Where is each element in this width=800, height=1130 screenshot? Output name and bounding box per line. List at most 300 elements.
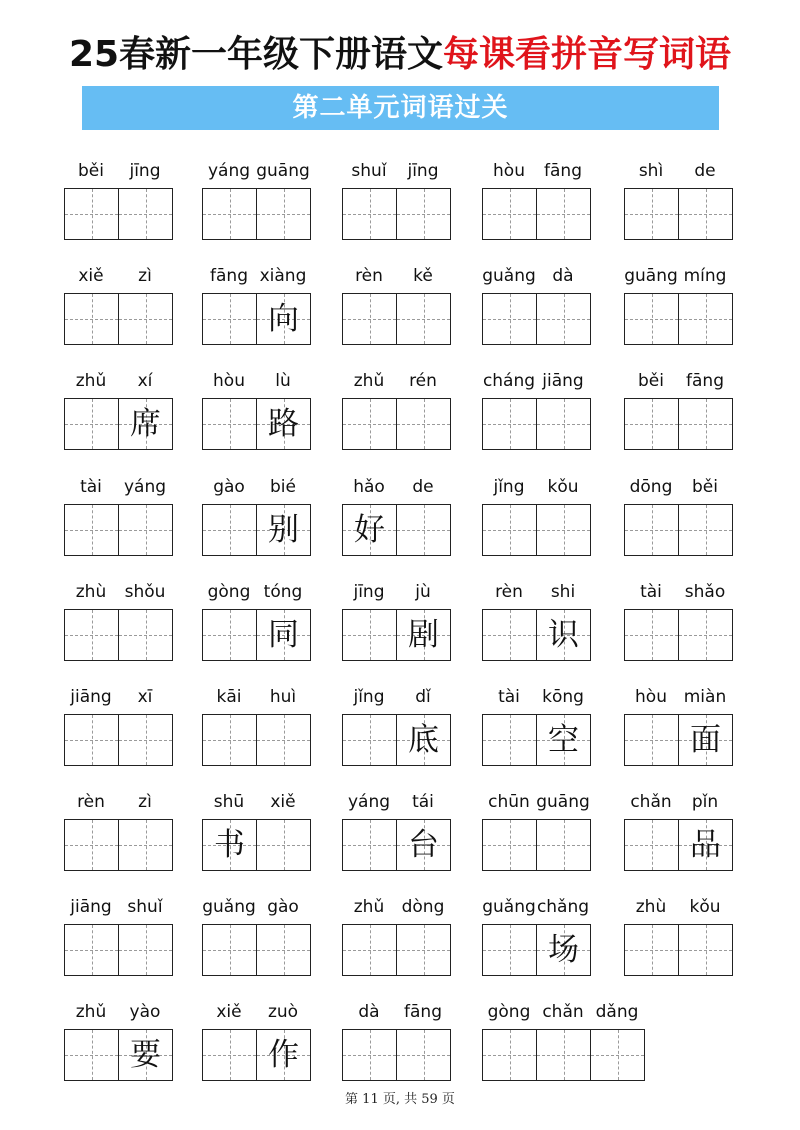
given-character	[537, 505, 590, 555]
writing-cell[interactable]	[257, 504, 311, 556]
writing-cell[interactable]	[202, 1029, 257, 1081]
tianzige-grid	[482, 1029, 645, 1081]
writing-cell[interactable]	[624, 609, 679, 661]
writing-cell[interactable]	[119, 188, 173, 240]
pinyin-syllable: gòng	[487, 1002, 531, 1022]
writing-cell[interactable]	[482, 398, 537, 450]
writing-cell[interactable]	[202, 504, 257, 556]
writing-cell[interactable]	[537, 714, 591, 766]
pinyin-syllable: gào	[213, 477, 245, 497]
tianzige-grid	[202, 609, 311, 661]
tianzige-grid	[624, 924, 733, 976]
given-character	[397, 294, 450, 344]
given-character	[397, 1030, 450, 1080]
writing-cell[interactable]	[64, 819, 119, 871]
pinyin-syllable: běi	[692, 477, 718, 497]
tianzige-grid	[64, 819, 173, 871]
writing-cell[interactable]	[342, 819, 397, 871]
tianzige-grid	[482, 714, 591, 766]
tianzige-grid	[64, 924, 173, 976]
writing-cell[interactable]	[202, 924, 257, 976]
writing-cell[interactable]	[482, 1029, 537, 1081]
pinyin-syllable: chǎn	[542, 1002, 584, 1022]
given-character	[203, 1030, 256, 1080]
given-character	[625, 925, 678, 975]
pinyin-syllable: miàn	[683, 687, 727, 707]
given-character: 品	[690, 827, 721, 863]
given-character	[257, 715, 310, 765]
given-character: 席	[130, 406, 161, 442]
tianzige-grid	[624, 609, 733, 661]
given-character	[343, 610, 396, 660]
writing-cell[interactable]	[537, 504, 591, 556]
writing-cell[interactable]	[342, 1029, 397, 1081]
pinyin-syllable: pǐn	[691, 792, 719, 812]
writing-cell[interactable]	[482, 293, 537, 345]
given-character: 剧	[408, 617, 439, 653]
given-character	[625, 820, 678, 870]
given-character: 向	[268, 301, 299, 337]
writing-cell[interactable]	[257, 398, 311, 450]
given-character	[343, 925, 396, 975]
pinyin-syllable: míng	[683, 266, 727, 286]
pinyin-syllable: lù	[275, 371, 291, 391]
pinyin-syllable: jiāng	[70, 897, 112, 917]
given-character	[343, 820, 396, 870]
writing-cell[interactable]	[624, 398, 679, 450]
tianzige-grid	[342, 398, 451, 450]
writing-cell[interactable]	[119, 609, 173, 661]
writing-cell[interactable]	[679, 609, 733, 661]
writing-cell[interactable]	[537, 293, 591, 345]
pinyin-syllable: xiàng	[259, 266, 307, 286]
pinyin-syllable: kǒu	[547, 477, 579, 497]
given-character	[203, 189, 256, 239]
pinyin-syllable: jīng	[353, 582, 385, 602]
tianzige-grid	[482, 924, 591, 976]
given-character	[119, 925, 172, 975]
pinyin-syllable: kāi	[216, 687, 242, 707]
given-character	[119, 505, 172, 555]
given-character: 书	[214, 827, 245, 863]
writing-cell[interactable]	[64, 609, 119, 661]
given-character	[65, 294, 118, 344]
pinyin-syllable: shi	[550, 582, 576, 602]
given-character: 作	[268, 1037, 299, 1073]
writing-cell[interactable]	[679, 398, 733, 450]
given-character	[397, 399, 450, 449]
pinyin-syllable: dà	[552, 266, 574, 286]
pinyin-syllable: zhù	[75, 582, 107, 602]
writing-cell[interactable]	[119, 504, 173, 556]
writing-cell[interactable]	[482, 188, 537, 240]
writing-cell[interactable]	[64, 924, 119, 976]
page-title	[0, 30, 800, 80]
pinyin-syllable: guāng	[536, 792, 590, 812]
given-character	[203, 505, 256, 555]
writing-cell[interactable]	[482, 924, 537, 976]
pinyin-syllable: tài	[640, 582, 662, 602]
writing-cell[interactable]	[119, 924, 173, 976]
writing-cell[interactable]	[397, 398, 451, 450]
given-character	[65, 925, 118, 975]
writing-cell[interactable]	[202, 609, 257, 661]
given-character	[343, 189, 396, 239]
writing-cell[interactable]	[257, 924, 311, 976]
pinyin-syllable: fāng	[544, 161, 582, 181]
given-character	[65, 399, 118, 449]
writing-cell[interactable]	[257, 293, 311, 345]
pinyin-syllable: de	[694, 161, 716, 181]
pinyin-syllable: fāng	[404, 1002, 442, 1022]
given-character	[65, 505, 118, 555]
writing-cell[interactable]	[342, 504, 397, 556]
tianzige-grid	[64, 504, 173, 556]
pinyin-syllable: xiě	[270, 792, 296, 812]
pinyin-syllable: shuǐ	[351, 161, 387, 181]
given-character	[119, 189, 172, 239]
writing-cell[interactable]	[397, 609, 451, 661]
given-character	[483, 1030, 536, 1080]
pinyin-syllable: fāng	[210, 266, 248, 286]
given-character	[591, 1030, 644, 1080]
pinyin-syllable: dōng	[629, 477, 673, 497]
pinyin-syllable: chūn	[488, 792, 530, 812]
given-character: 好	[354, 512, 385, 548]
pinyin-syllable: tóng	[263, 582, 303, 602]
writing-cell[interactable]	[624, 188, 679, 240]
writing-cell[interactable]	[537, 1029, 591, 1081]
given-character	[483, 925, 536, 975]
given-character	[65, 610, 118, 660]
given-character	[483, 294, 536, 344]
tianzige-grid	[624, 293, 733, 345]
pinyin-syllable: jīng	[407, 161, 439, 181]
unit-banner: 第二单元词语过关	[82, 86, 719, 130]
tianzige-grid	[482, 819, 591, 871]
tianzige-grid	[482, 293, 591, 345]
given-character	[483, 715, 536, 765]
given-character: 路	[268, 406, 299, 442]
tianzige-grid	[342, 188, 451, 240]
pinyin-syllable: zuò	[267, 1002, 299, 1022]
pinyin-syllable: de	[412, 477, 434, 497]
tianzige-grid	[624, 504, 733, 556]
pinyin-syllable: tái	[412, 792, 434, 812]
pinyin-syllable: hòu	[213, 371, 245, 391]
pinyin-syllable: dǐ	[415, 687, 431, 707]
tianzige-grid	[482, 504, 591, 556]
pinyin-syllable: rén	[409, 371, 437, 391]
writing-cell[interactable]	[679, 293, 733, 345]
writing-cell[interactable]	[257, 714, 311, 766]
writing-cell[interactable]	[119, 819, 173, 871]
given-character	[397, 189, 450, 239]
pinyin-syllable: gòng	[207, 582, 251, 602]
pinyin-syllable: jǐng	[353, 687, 385, 707]
tianzige-grid	[342, 504, 451, 556]
pinyin-syllable: rèn	[77, 792, 105, 812]
pinyin-syllable: zhǔ	[353, 371, 385, 391]
given-character	[679, 189, 732, 239]
pinyin-syllable: dòng	[401, 897, 445, 917]
pinyin-syllable: zhǔ	[75, 371, 107, 391]
given-character	[625, 715, 678, 765]
tianzige-grid	[342, 1029, 451, 1081]
given-character	[625, 294, 678, 344]
writing-cell[interactable]	[679, 504, 733, 556]
writing-cell[interactable]	[397, 819, 451, 871]
pinyin-syllable: xiě	[78, 266, 104, 286]
writing-cell[interactable]	[64, 398, 119, 450]
writing-cell[interactable]	[64, 293, 119, 345]
pinyin-syllable: jīng	[129, 161, 161, 181]
writing-cell[interactable]	[679, 819, 733, 871]
pinyin-syllable: jiāng	[70, 687, 112, 707]
pinyin-syllable: kǒu	[689, 897, 721, 917]
writing-cell[interactable]	[64, 1029, 119, 1081]
tianzige-grid	[482, 609, 591, 661]
title-main: 25春新一年级下册语文	[68, 34, 444, 75]
given-character	[483, 610, 536, 660]
writing-cell[interactable]	[397, 188, 451, 240]
pinyin-syllable: dǎng	[595, 1002, 639, 1022]
given-character	[679, 610, 732, 660]
given-character: 要	[130, 1037, 161, 1073]
writing-cell[interactable]	[624, 924, 679, 976]
given-character	[679, 505, 732, 555]
writing-cell[interactable]	[397, 924, 451, 976]
writing-cell[interactable]	[397, 714, 451, 766]
given-character: 场	[548, 932, 579, 968]
pinyin-syllable: guǎng	[202, 897, 256, 917]
writing-cell[interactable]	[537, 398, 591, 450]
given-character	[257, 925, 310, 975]
writing-cell[interactable]	[591, 1029, 645, 1081]
writing-cell[interactable]	[624, 504, 679, 556]
writing-cell[interactable]	[257, 1029, 311, 1081]
given-character	[65, 715, 118, 765]
tianzige-grid	[482, 188, 591, 240]
tianzige-grid	[342, 924, 451, 976]
given-character	[65, 1030, 118, 1080]
pinyin-syllable: guāng	[624, 266, 678, 286]
tianzige-grid	[64, 293, 173, 345]
given-character	[537, 294, 590, 344]
writing-cell[interactable]	[119, 1029, 173, 1081]
writing-cell[interactable]	[397, 1029, 451, 1081]
tianzige-grid	[202, 924, 311, 976]
tianzige-grid	[624, 398, 733, 450]
given-character: 空	[548, 722, 579, 758]
tianzige-grid	[624, 819, 733, 871]
tianzige-grid	[482, 398, 591, 450]
pinyin-syllable: zì	[138, 266, 152, 286]
writing-cell[interactable]	[624, 714, 679, 766]
writing-cell[interactable]	[202, 398, 257, 450]
pinyin-syllable: huì	[269, 687, 297, 707]
given-character	[257, 820, 310, 870]
writing-cell[interactable]	[482, 504, 537, 556]
given-character	[397, 925, 450, 975]
writing-cell[interactable]	[537, 819, 591, 871]
given-character	[483, 505, 536, 555]
given-character	[119, 294, 172, 344]
writing-cell[interactable]	[257, 188, 311, 240]
writing-cell[interactable]	[679, 714, 733, 766]
given-character	[483, 820, 536, 870]
writing-cell[interactable]	[482, 819, 537, 871]
pinyin-syllable: fāng	[686, 371, 724, 391]
pinyin-syllable: zì	[138, 792, 152, 812]
writing-cell[interactable]	[342, 293, 397, 345]
tianzige-grid	[64, 714, 173, 766]
pinyin-syllable: xiě	[216, 1002, 242, 1022]
writing-cell[interactable]	[202, 714, 257, 766]
given-character	[203, 925, 256, 975]
given-character	[343, 294, 396, 344]
given-character	[119, 715, 172, 765]
writing-cell[interactable]	[119, 398, 173, 450]
pinyin-syllable: guǎng	[482, 266, 536, 286]
given-character	[203, 399, 256, 449]
pinyin-syllable: yáng	[347, 792, 391, 812]
given-character: 识	[548, 617, 579, 653]
pinyin-syllable: gào	[267, 897, 299, 917]
tianzige-grid	[202, 188, 311, 240]
pinyin-syllable: yào	[129, 1002, 161, 1022]
writing-cell[interactable]	[342, 398, 397, 450]
given-character	[537, 820, 590, 870]
pinyin-syllable: běi	[78, 161, 104, 181]
pinyin-syllable: yáng	[207, 161, 251, 181]
writing-cell[interactable]	[342, 714, 397, 766]
tianzige-grid	[64, 398, 173, 450]
writing-cell[interactable]	[64, 188, 119, 240]
pinyin-syllable: zhǔ	[353, 897, 385, 917]
given-character	[203, 610, 256, 660]
given-character	[679, 925, 732, 975]
writing-cell[interactable]	[64, 504, 119, 556]
writing-cell[interactable]	[679, 924, 733, 976]
pinyin-syllable: shì	[638, 161, 664, 181]
writing-cell[interactable]	[537, 924, 591, 976]
tianzige-grid	[202, 1029, 311, 1081]
pinyin-syllable: kōng	[542, 687, 584, 707]
pinyin-syllable: zhù	[635, 897, 667, 917]
pinyin-syllable: shū	[213, 792, 245, 812]
writing-cell[interactable]	[342, 188, 397, 240]
given-character	[625, 505, 678, 555]
writing-cell[interactable]	[119, 714, 173, 766]
pinyin-syllable: běi	[638, 371, 664, 391]
given-character	[343, 399, 396, 449]
writing-cell[interactable]	[537, 609, 591, 661]
pinyin-syllable: rèn	[355, 266, 383, 286]
given-character	[625, 610, 678, 660]
tianzige-grid	[202, 293, 311, 345]
pinyin-syllable: zhǔ	[75, 1002, 107, 1022]
writing-cell[interactable]	[257, 609, 311, 661]
writing-cell[interactable]	[342, 924, 397, 976]
pinyin-syllable: hǎo	[353, 477, 385, 497]
pinyin-syllable: tài	[498, 687, 520, 707]
writing-cell[interactable]	[257, 819, 311, 871]
tianzige-grid	[64, 1029, 173, 1081]
given-character: 同	[268, 617, 299, 653]
pinyin-syllable: jiāng	[542, 371, 584, 391]
writing-cell[interactable]	[64, 714, 119, 766]
given-character	[203, 294, 256, 344]
writing-cell[interactable]	[482, 609, 537, 661]
pinyin-syllable: hòu	[493, 161, 525, 181]
tianzige-grid	[624, 188, 733, 240]
given-character	[397, 505, 450, 555]
given-character	[65, 820, 118, 870]
writing-cell[interactable]	[397, 504, 451, 556]
tianzige-grid	[342, 714, 451, 766]
pinyin-syllable: guǎng	[482, 897, 536, 917]
given-character	[65, 189, 118, 239]
pinyin-syllable: shǒu	[124, 582, 166, 602]
given-character	[343, 715, 396, 765]
given-character	[537, 1030, 590, 1080]
pinyin-syllable: chǎng	[536, 897, 590, 917]
pinyin-syllable: jǐng	[493, 477, 525, 497]
given-character: 底	[408, 722, 439, 758]
tianzige-grid	[342, 609, 451, 661]
pinyin-syllable: guāng	[256, 161, 310, 181]
writing-cell[interactable]	[482, 714, 537, 766]
pinyin-syllable: hòu	[635, 687, 667, 707]
writing-cell[interactable]	[202, 819, 257, 871]
writing-cell[interactable]	[342, 609, 397, 661]
given-character	[537, 189, 590, 239]
given-character	[203, 715, 256, 765]
given-character	[625, 399, 678, 449]
pinyin-syllable: jù	[415, 582, 431, 602]
writing-cell[interactable]	[202, 293, 257, 345]
given-character	[257, 189, 310, 239]
writing-cell[interactable]	[537, 188, 591, 240]
pinyin-syllable: shǎo	[684, 582, 726, 602]
tianzige-grid	[624, 714, 733, 766]
pinyin-syllable: chǎn	[630, 792, 672, 812]
writing-cell[interactable]	[679, 188, 733, 240]
writing-cell[interactable]	[624, 293, 679, 345]
writing-cell[interactable]	[397, 293, 451, 345]
given-character	[679, 399, 732, 449]
writing-cell[interactable]	[119, 293, 173, 345]
pinyin-syllable: kě	[413, 266, 433, 286]
pinyin-syllable: dà	[358, 1002, 380, 1022]
tianzige-grid	[202, 398, 311, 450]
given-character	[119, 610, 172, 660]
pinyin-syllable: rèn	[495, 582, 523, 602]
pinyin-syllable: xí	[137, 371, 153, 391]
writing-cell[interactable]	[202, 188, 257, 240]
given-character	[537, 399, 590, 449]
pinyin-syllable: bié	[270, 477, 296, 497]
given-character: 面	[690, 722, 721, 758]
writing-cell[interactable]	[624, 819, 679, 871]
given-character	[679, 294, 732, 344]
given-character	[343, 1030, 396, 1080]
page-footer: 第 11 页, 共 59 页	[345, 1092, 455, 1107]
pinyin-syllable: xī	[137, 687, 153, 707]
given-character	[483, 399, 536, 449]
tianzige-grid	[64, 609, 173, 661]
